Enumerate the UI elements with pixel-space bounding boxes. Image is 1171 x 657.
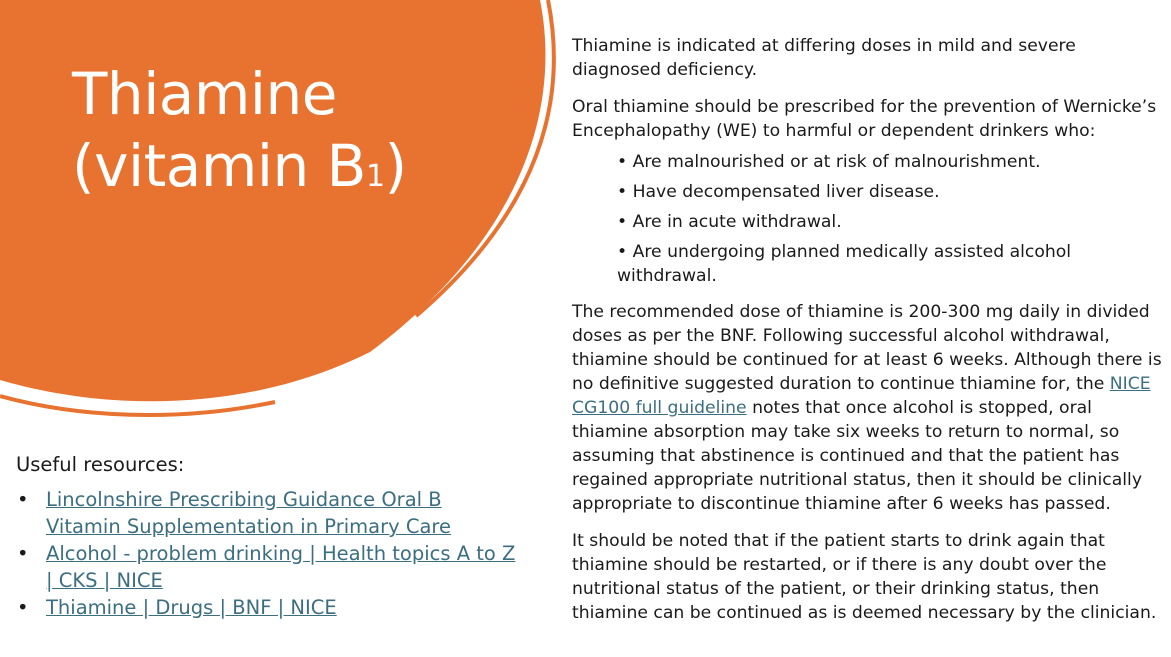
- resource-link-line1: Alcohol - problem drinking | Health topics A to Z: [46, 542, 516, 565]
- resources-heading: Useful resources:: [16, 453, 185, 476]
- useful-resources: [16, 452, 516, 621]
- paragraph-prescribing: Oral thiamine should be prescribed for the prevention of Wernicke’s Encephalopathy (WE) to harmful or dependent drinkers who:: [572, 97, 1157, 141]
- resource-item: [16, 594, 516, 621]
- resource-link-lincolnshire[interactable]: [46, 488, 451, 538]
- nice-cg100-link[interactable]: NICE CG100 full guideline: [572, 374, 1151, 418]
- resource-link-bnf[interactable]: [46, 596, 337, 619]
- criteria-list: [572, 150, 1162, 288]
- dose-text-before: The recommended dose of thiamine is 200-300 mg daily in divided doses as per the BNF. Following successful alcohol withdrawal, thiamine should be continued for at least 6 weeks. Although there is no definitive suggested duration to continue thiamine for, the: [572, 302, 1162, 394]
- title-line2-prefix: (vitamin B: [72, 132, 366, 200]
- title-line2-suffix: ): [384, 132, 407, 200]
- body-text: [572, 34, 1162, 638]
- resource-link-line2: Vitamin Supplementation in Primary Care: [46, 515, 451, 538]
- resource-link-line1: Thiamine | Drugs | BNF | NICE: [46, 596, 337, 619]
- paragraph-indication: Thiamine is indicated at differing doses in mild and severe diagnosed deficiency.: [572, 36, 1076, 80]
- resource-link-line2: | CKS | NICE: [46, 569, 163, 592]
- dose-text-after: notes that once alcohol is stopped, oral thiamine absorption may take six weeks to return to normal, so assuming that abstinence is continued and that the patient has regained appropriate nutritional status, then it should be clinically appropriate to discontinue thiamine after 6 weeks has passed.: [572, 398, 1143, 514]
- bullet-icon: •: [17, 596, 29, 619]
- paragraph-dose: [572, 300, 1162, 516]
- title-line1: Thiamine: [72, 60, 337, 128]
- resource-link-cks[interactable]: [46, 542, 515, 592]
- resources-list: [16, 486, 516, 621]
- paragraph-restart: It should be noted that if the patient starts to drink again that thiamine should be restarted, or if there is any doubt over the nutritional status of the patient, or their drinking status, then thiamine can be continued as is deemed necessary by the clinician.: [572, 531, 1157, 623]
- resource-link-line1: Lincolnshire Prescribing Guidance Oral B: [46, 488, 442, 511]
- bullet-icon: •: [17, 488, 29, 511]
- resource-item: [16, 486, 516, 540]
- criteria-item: • Are in acute withdrawal.: [617, 212, 842, 232]
- page-title: [72, 58, 407, 213]
- criteria-item: • Have decompensated liver disease.: [617, 182, 940, 202]
- criteria-item: • Are malnourished or at risk of malnourishment.: [617, 152, 1041, 172]
- bullet-icon: •: [17, 542, 29, 565]
- title-subscript: 1: [365, 159, 385, 194]
- resource-item: [16, 540, 516, 594]
- criteria-item: • Are undergoing planned medically assisted alcohol withdrawal.: [617, 242, 1072, 286]
